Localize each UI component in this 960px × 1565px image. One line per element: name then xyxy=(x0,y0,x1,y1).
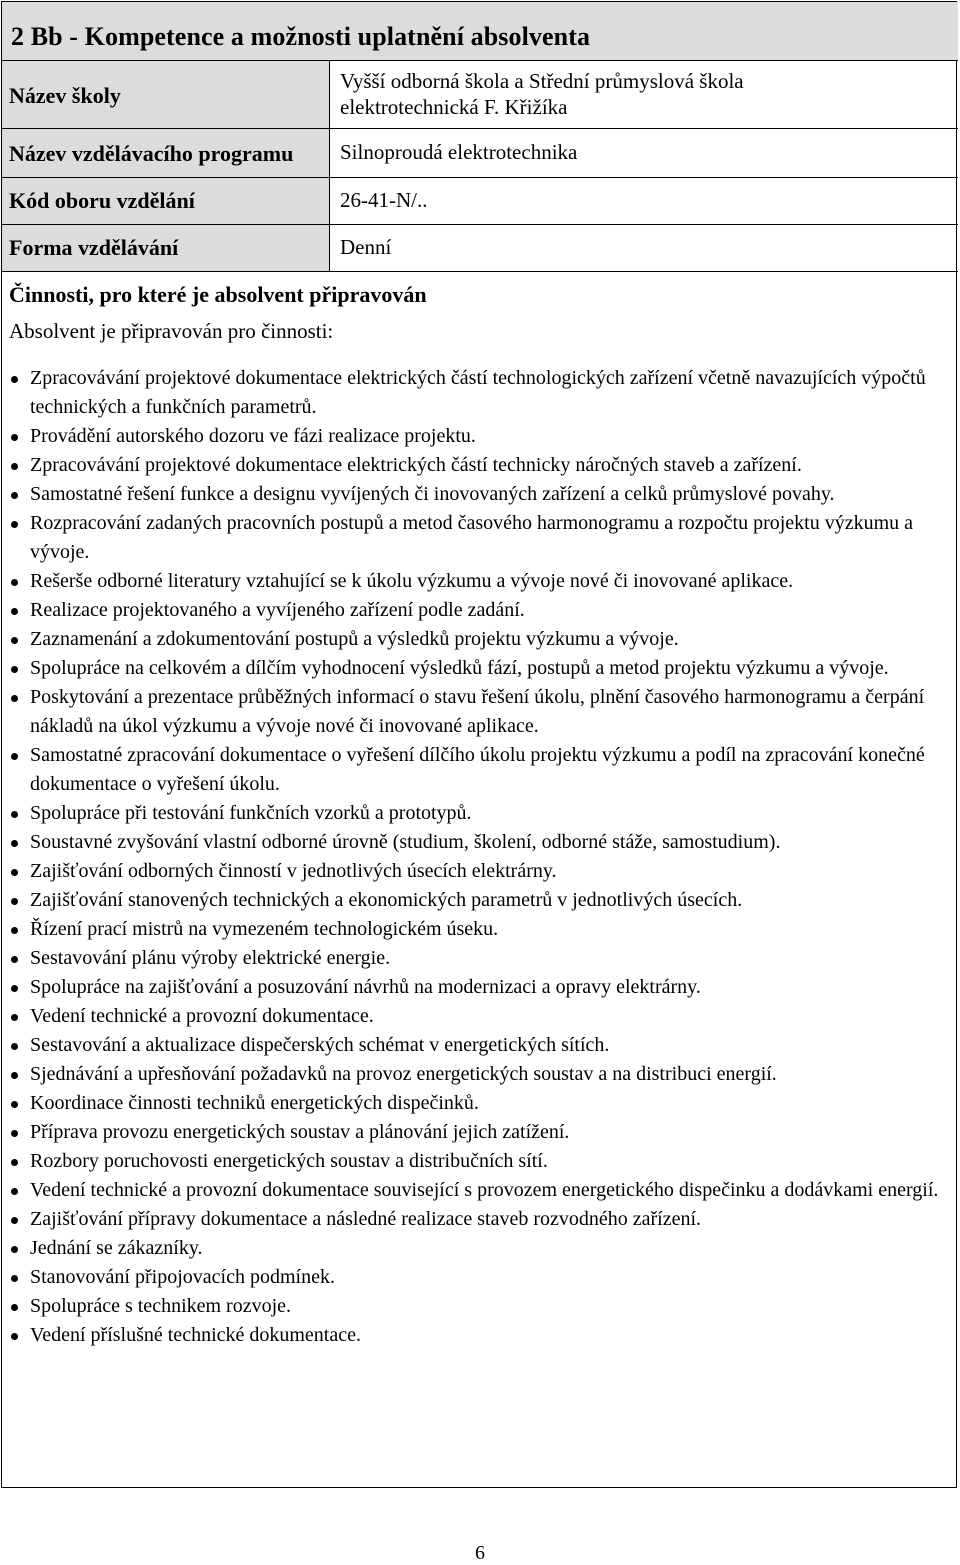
list-item: Realizace projektovaného a vyvíjeného zařízení podle zadání. xyxy=(9,596,954,625)
list-item: Spolupráce na celkovém a dílčím vyhodnocení výsledků fází, postupů a metod projektu výzkumu a vývoje. xyxy=(9,654,954,683)
form-label: Forma vzdělávání xyxy=(9,235,179,260)
list-item: Rešerše odborné literatury vztahující se k úkolu výzkumu a vývoje nové či inovované aplikace. xyxy=(9,567,954,596)
list-item: Koordinace činnosti techniků energetických dispečinků. xyxy=(9,1089,954,1118)
list-item: Spolupráce na zajišťování a posuzování návrhů na modernizaci a opravy elektrárny. xyxy=(9,973,954,1002)
list-item: Zajišťování přípravy dokumentace a následné realizace staveb rozvodného zařízení. xyxy=(9,1205,954,1234)
school-label-cell xyxy=(2,61,330,128)
school-label: Název školy xyxy=(9,83,121,108)
list-item: Sestavování a aktualizace dispečerských schémat v energetických sítích. xyxy=(9,1031,954,1060)
program-label-cell xyxy=(2,129,330,177)
list-item: Stanovování připojovacích podmínek. xyxy=(9,1263,954,1292)
list-item: Řízení prací mistrů na vymezeném technologickém úseku. xyxy=(9,915,954,944)
list-item: Zpracovávání projektové dokumentace elektrických částí technicky náročných staveb a zařízení. xyxy=(9,451,954,480)
info-row-school xyxy=(2,61,958,129)
activities-title: Činnosti, pro které je absolvent připravován xyxy=(9,282,427,307)
list-item: Spolupráce s technikem rozvoje. xyxy=(9,1292,954,1321)
code-label-cell xyxy=(2,178,330,224)
code-value-cell xyxy=(331,178,958,224)
code-value: 26-41-N/.. xyxy=(340,188,428,212)
list-item: Zajišťování odborných činností v jednotlivých úsecích elektrárny. xyxy=(9,857,954,886)
list-item: Jednání se zákazníky. xyxy=(9,1234,954,1263)
program-value: Silnoproudá elektrotechnika xyxy=(340,140,578,164)
list-item: Zpracovávání projektové dokumentace elektrických částí technologických zařízení včetně navazujících výpočtů technických a funkčních parametrů. xyxy=(9,364,954,422)
activities-list xyxy=(9,364,954,1350)
program-label: Název vzdělávacího programu xyxy=(9,141,294,166)
list-item: Vedení technické a provozní dokumentace související s provozem energetického dispečinku a dodávkami energií. xyxy=(9,1176,954,1205)
document-frame xyxy=(1,1,957,1488)
list-item: Samostatné řešení funkce a designu vyvíjených či inovovaných zařízení a celků průmyslové povahy. xyxy=(9,480,954,509)
list-item: Vedení technické a provozní dokumentace. xyxy=(9,1002,954,1031)
list-item: Soustavné zvyšování vlastní odborné úrovně (studium, školení, odborné stáže, samostudium). xyxy=(9,828,954,857)
list-item: Rozbory poruchovosti energetických soustav a distribučních sítí. xyxy=(9,1147,954,1176)
activities-intro: Absolvent je připravován pro činnosti: xyxy=(9,319,334,343)
form-value: Denní xyxy=(340,235,392,259)
form-label-cell xyxy=(2,225,330,271)
list-item: Provádění autorského dozoru ve fázi realizace projektu. xyxy=(9,422,954,451)
list-item: Samostatné zpracování dokumentace o vyřešení dílčího úkolu projektu výzkumu a podíl na zpracování konečné dokumentace o vyřešení úkolu. xyxy=(9,741,954,799)
section-header-title: 2 Bb - Kompetence a možnosti uplatnění absolventa xyxy=(11,22,591,51)
form-value-cell xyxy=(331,225,958,271)
list-item: Sestavování plánu výroby elektrické energie. xyxy=(9,944,954,973)
program-value-cell xyxy=(331,129,958,177)
list-item: Spolupráce při testování funkčních vzorků a prototypů. xyxy=(9,799,954,828)
school-value-cell xyxy=(331,61,958,128)
code-label: Kód oboru vzdělání xyxy=(9,188,195,213)
info-row-program xyxy=(2,129,958,178)
school-value-line1: Vyšší odborná škola a Střední průmyslová škola xyxy=(340,69,744,93)
list-item: Sjednávání a upřesňování požadavků na provoz energetických soustav a na distribuci energií. xyxy=(9,1060,954,1089)
section-header xyxy=(2,2,958,61)
page-number: 6 xyxy=(475,1542,485,1564)
list-item: Příprava provozu energetických soustav a plánování jejich zatížení. xyxy=(9,1118,954,1147)
list-item: Zaznamenání a zdokumentování postupů a výsledků projektu výzkumu a vývoje. xyxy=(9,625,954,654)
info-row-code xyxy=(2,178,958,225)
list-item: Vedení příslušné technické dokumentace. xyxy=(9,1321,954,1350)
list-item: Poskytování a prezentace průběžných informací o stavu řešení úkolu, plnění časového harmonogramu a čerpání nákladů na úkol výzkumu a vývoje nové či inovované aplikace. xyxy=(9,683,954,741)
school-value-line2: elektrotechnická F. Křižíka xyxy=(340,95,568,119)
list-item: Rozpracování zadaných pracovních postupů a metod časového harmonogramu a rozpočtu projektu výzkumu a vývoje. xyxy=(9,509,954,567)
info-row-form xyxy=(2,225,958,272)
list-item: Zajišťování stanovených technických a ekonomických parametrů v jednotlivých úsecích. xyxy=(9,886,954,915)
